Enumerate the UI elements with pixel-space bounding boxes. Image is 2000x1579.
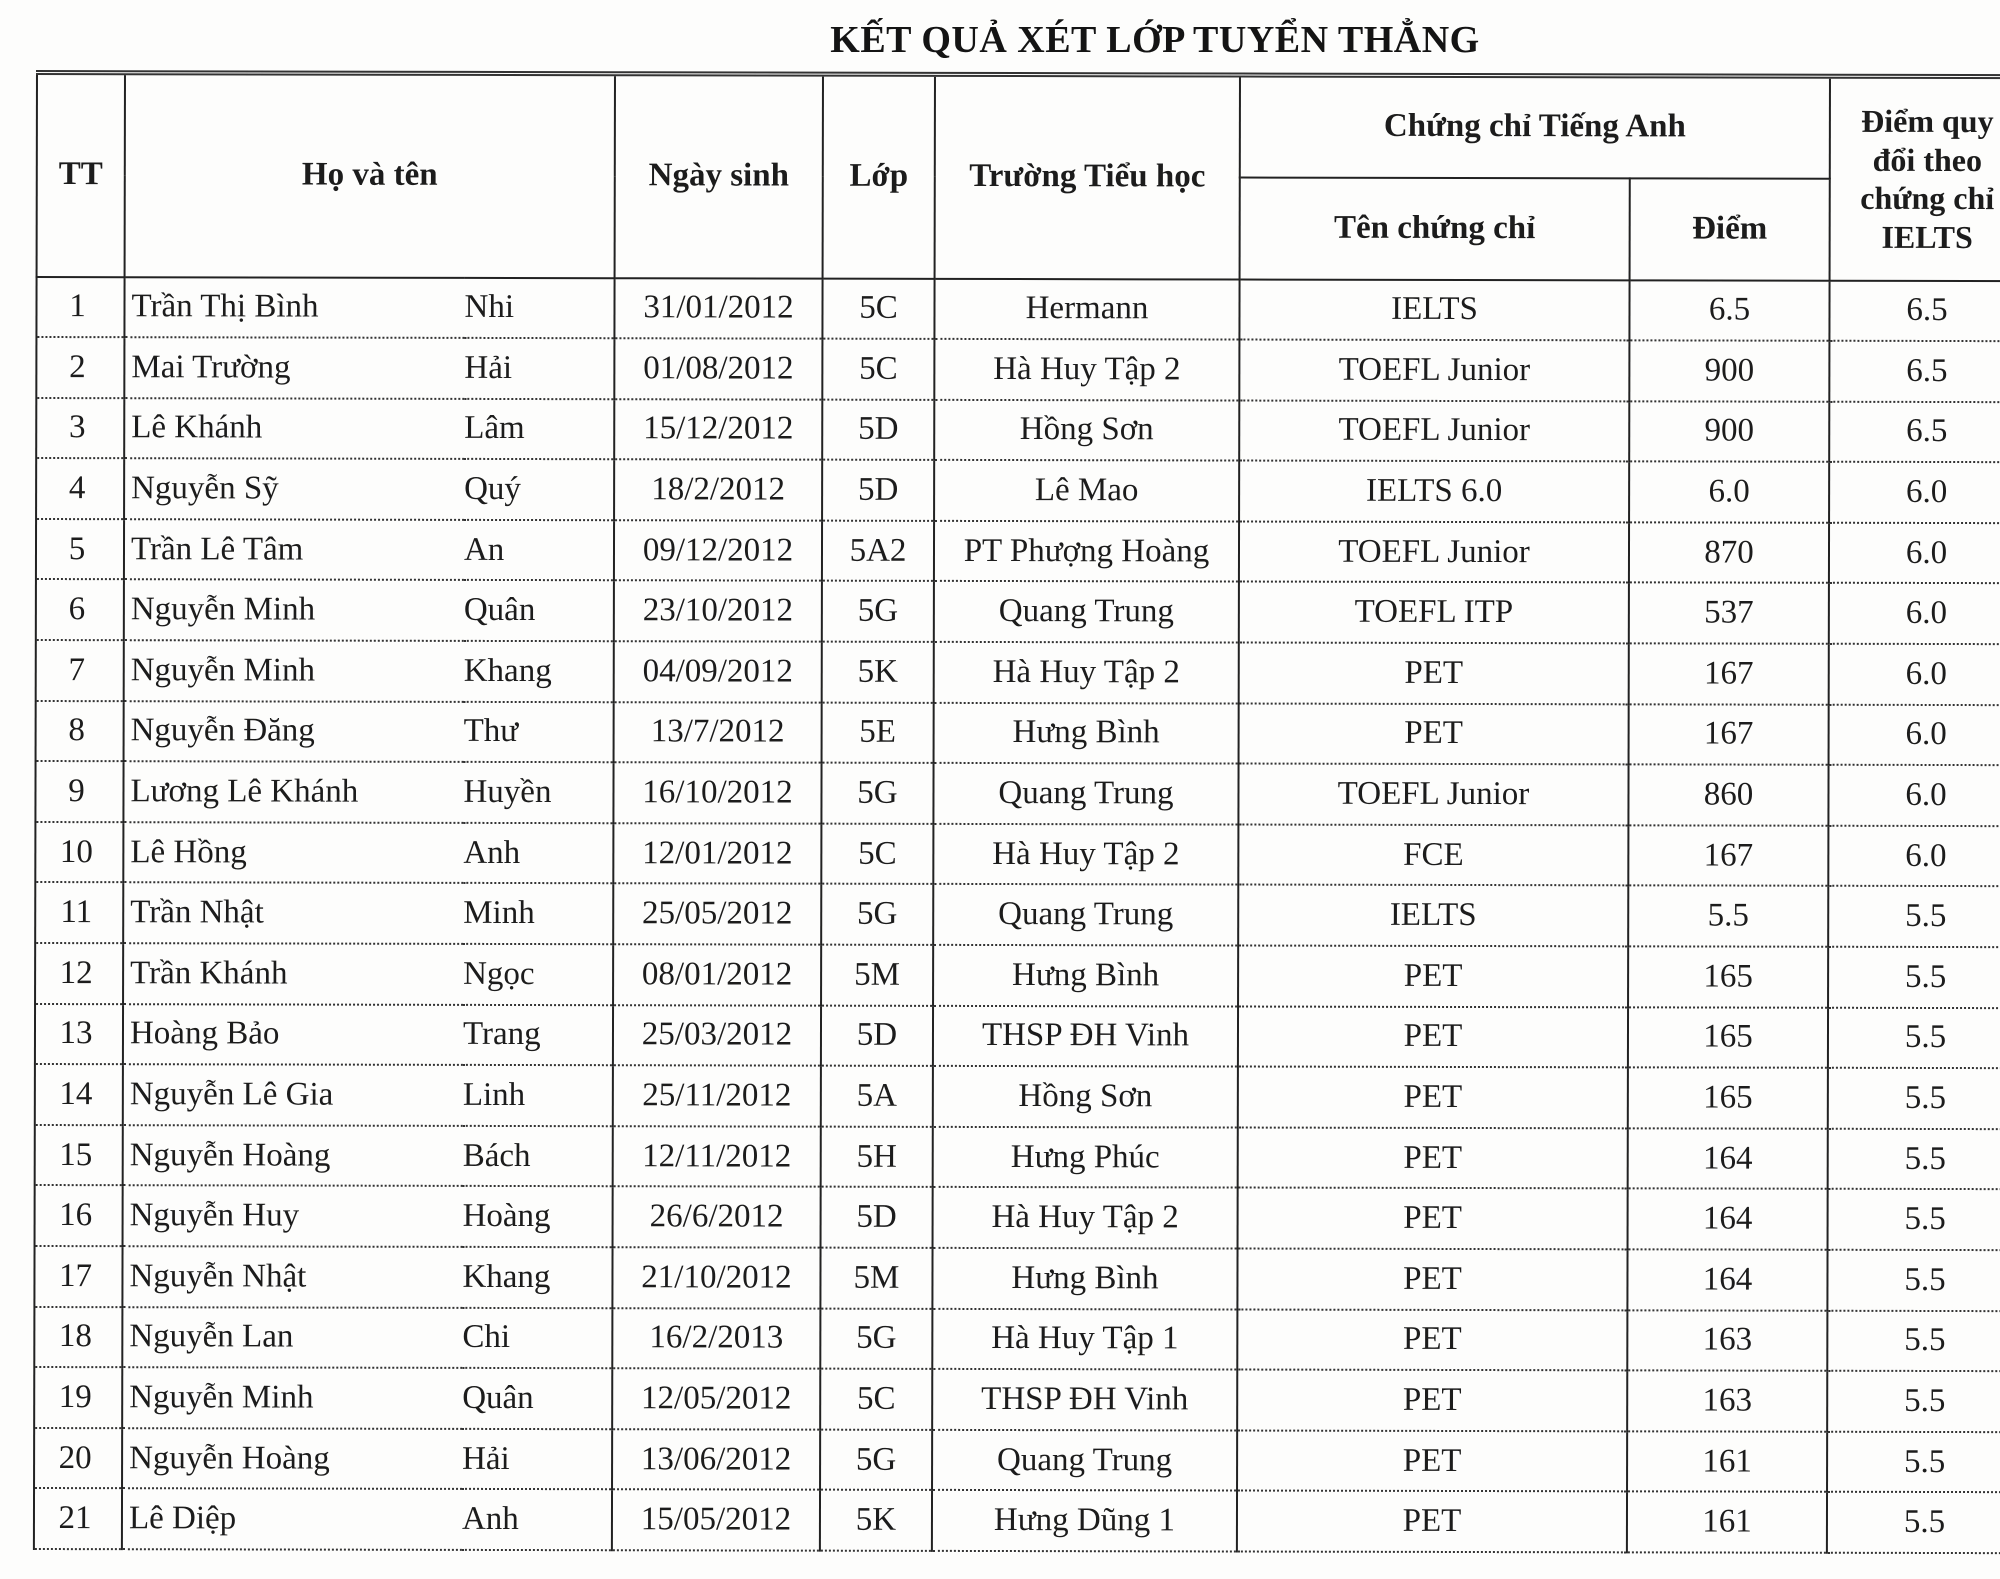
cell-given-name: Hoàng: [463, 1186, 613, 1247]
cell-surname: Lê Hồng: [123, 822, 463, 883]
cell-tt: 10: [35, 822, 123, 883]
cell-ielts-conversion: 5.5: [1827, 1310, 2000, 1371]
cell-dob: 25/03/2012: [613, 1005, 821, 1066]
cell-surname: Lê Diệp: [122, 1489, 462, 1550]
cell-ielts-conversion: 5.5: [1828, 1007, 2000, 1068]
cell-class: 5C: [822, 278, 934, 339]
cell-score: 860: [1628, 765, 1828, 826]
table-row: [36, 701, 2000, 766]
cell-school: THSP ĐH Vinh: [933, 1006, 1238, 1067]
cell-tt: 16: [35, 1185, 123, 1246]
table-row: [35, 882, 2000, 947]
cell-ielts-conversion: 6.5: [1829, 341, 2000, 402]
cell-cert-name: PET: [1237, 1370, 1627, 1431]
cell-class: 5G: [820, 1429, 932, 1490]
cell-dob: 16/2/2013: [612, 1308, 820, 1369]
cell-class: 5G: [820, 1308, 932, 1369]
cell-school: Hưng Phúc: [933, 1127, 1238, 1188]
cell-surname: Nguyễn Hoàng: [123, 1125, 463, 1186]
cell-given-name: Chi: [462, 1307, 612, 1368]
cell-surname: Nguyễn Minh: [122, 1367, 462, 1428]
cell-class: 5C: [821, 823, 933, 884]
cell-class: 5A: [821, 1066, 933, 1127]
cell-surname: Nguyễn Hoàng: [122, 1428, 462, 1489]
table-row: [36, 337, 2000, 402]
cell-dob: 01/08/2012: [614, 338, 822, 399]
header-tt: TT: [37, 73, 125, 277]
results-sheet: [33, 70, 2000, 1554]
cell-school: Quang Trung: [933, 763, 1238, 824]
cell-given-name: Quân: [464, 580, 614, 641]
table-row: [34, 1428, 2000, 1493]
cell-school: Quang Trung: [934, 581, 1239, 642]
cell-school: PT Phượng Hoàng: [934, 521, 1239, 582]
cell-surname: Nguyễn Lê Gia: [123, 1064, 463, 1125]
cell-given-name: Quân: [462, 1368, 612, 1429]
cell-dob: 04/09/2012: [614, 641, 822, 702]
cell-ielts-conversion: 5.5: [1827, 1371, 2000, 1432]
cell-class: 5D: [822, 399, 934, 460]
cell-given-name: Khang: [462, 1247, 612, 1308]
cell-surname: Nguyễn Sỹ: [124, 458, 464, 519]
cell-school: THSP ĐH Vinh: [932, 1369, 1237, 1430]
header-ielts-conversion-line3: chứng chỉ: [1860, 180, 1995, 217]
cell-dob: 25/11/2012: [613, 1065, 821, 1126]
cell-score: 163: [1627, 1310, 1827, 1371]
cell-ielts-conversion: 5.5: [1828, 1189, 2000, 1250]
cell-class: 5E: [822, 702, 934, 763]
cell-given-name: Hải: [464, 338, 614, 399]
cell-surname: Trần Khánh: [123, 943, 463, 1004]
cell-dob: 31/01/2012: [614, 278, 822, 339]
cell-school: Hermann: [934, 278, 1239, 339]
cell-school: Quang Trung: [933, 884, 1238, 945]
cell-school: Hưng Bình: [933, 945, 1238, 1006]
header-ielts-conversion: [1830, 76, 2000, 280]
header-class: Lớp: [823, 74, 935, 278]
cell-ielts-conversion: 6.0: [1829, 462, 2000, 523]
cell-surname: Nguyễn Nhật: [122, 1246, 462, 1307]
cell-tt: 12: [35, 943, 123, 1004]
cell-score: 163: [1627, 1371, 1827, 1432]
cell-dob: 08/01/2012: [613, 944, 821, 1005]
cell-dob: 12/05/2012: [612, 1368, 820, 1429]
table-row: [35, 761, 2000, 826]
table-row: [34, 1246, 2000, 1311]
cell-score: 164: [1628, 1128, 1828, 1189]
cell-cert-name: PET: [1238, 1127, 1628, 1188]
cell-surname: Mai Trường: [124, 337, 464, 398]
cell-cert-name: PET: [1238, 1188, 1628, 1249]
cell-tt: 3: [36, 398, 124, 459]
cell-cert-name: PET: [1238, 1006, 1628, 1067]
cell-class: 5H: [821, 1126, 933, 1187]
cell-given-name: An: [464, 520, 614, 581]
cell-cert-name: TOEFL ITP: [1239, 582, 1629, 643]
cell-surname: Nguyễn Đăng: [124, 701, 464, 762]
cell-tt: 19: [34, 1367, 122, 1428]
cell-dob: 16/10/2012: [613, 762, 821, 823]
cell-cert-name: IELTS: [1238, 885, 1628, 946]
cell-cert-name: TOEFL Junior: [1239, 400, 1629, 461]
cell-score: 164: [1628, 1189, 1828, 1250]
cell-tt: 18: [34, 1307, 122, 1368]
cell-class: 5G: [822, 581, 934, 642]
cell-surname: Nguyễn Huy: [123, 1186, 463, 1247]
cell-score: 167: [1629, 704, 1829, 765]
cell-class: 5C: [820, 1369, 932, 1430]
cell-school: Hà Huy Tập 2: [934, 642, 1239, 703]
table-row: [35, 822, 2000, 887]
cell-class: 5C: [822, 339, 934, 400]
cell-score: 164: [1627, 1249, 1827, 1310]
cell-ielts-conversion: 6.0: [1829, 523, 2000, 584]
cell-surname: Nguyễn Minh: [124, 580, 464, 641]
cell-ielts-conversion: 5.5: [1828, 947, 2000, 1008]
cell-score: 165: [1628, 946, 1828, 1007]
cell-score: 161: [1627, 1431, 1827, 1492]
cell-dob: 21/10/2012: [612, 1247, 820, 1308]
cell-score: 161: [1627, 1492, 1827, 1553]
header-ielts-conversion-line1: Điểm quy: [1861, 103, 1994, 140]
cell-tt: 6: [36, 579, 124, 640]
cell-score: 165: [1628, 1007, 1828, 1068]
cell-tt: 2: [36, 337, 124, 398]
document-title: KẾT QUẢ XÉT LỚP TUYỂN THẲNG: [830, 19, 1480, 61]
cell-given-name: Anh: [462, 1489, 612, 1550]
cell-tt: 7: [36, 640, 124, 701]
header-english-cert-group: Chứng chỉ Tiếng Anh: [1240, 75, 1830, 178]
table-body: [34, 277, 2000, 1554]
table-row: [35, 1064, 2000, 1129]
cell-tt: 5: [36, 519, 124, 580]
cell-tt: 21: [34, 1488, 122, 1549]
cell-given-name: Trang: [463, 1005, 613, 1066]
table-row: [35, 1125, 2000, 1190]
cell-school: Hưng Bình: [932, 1248, 1237, 1309]
header-dob: Ngày sinh: [615, 74, 823, 278]
cell-ielts-conversion: 6.5: [1829, 401, 2000, 462]
cell-given-name: Quý: [464, 459, 614, 520]
cell-dob: 26/6/2012: [613, 1187, 821, 1248]
cell-ielts-conversion: 5.5: [1828, 1068, 2000, 1129]
cell-school: Hà Huy Tập 2: [934, 339, 1239, 400]
cell-cert-name: PET: [1237, 1309, 1627, 1370]
header-ielts-conversion-line2: đổi theo: [1872, 141, 1983, 178]
table-row: [36, 579, 2000, 644]
cell-given-name: Lâm: [464, 399, 614, 460]
cell-ielts-conversion: 5.5: [1827, 1492, 2000, 1553]
cell-school: Lê Mao: [934, 460, 1239, 521]
cell-school: Hưng Dũng 1: [932, 1490, 1237, 1551]
cell-tt: 14: [35, 1064, 123, 1125]
cell-dob: 13/06/2012: [612, 1429, 820, 1490]
cell-cert-name: PET: [1239, 643, 1629, 704]
cell-cert-name: TOEFL Junior: [1238, 764, 1628, 825]
table-row: [36, 519, 2000, 584]
cell-score: 167: [1629, 643, 1829, 704]
cell-school: Hồng Sơn: [934, 400, 1239, 461]
cell-cert-name: PET: [1237, 1249, 1627, 1310]
cell-dob: 15/05/2012: [612, 1490, 820, 1551]
table-row: [36, 277, 2000, 342]
cell-class: 5M: [821, 945, 933, 1006]
cell-surname: Nguyễn Minh: [124, 640, 464, 701]
cell-ielts-conversion: 5.5: [1827, 1432, 2000, 1493]
cell-ielts-conversion: 6.0: [1829, 583, 2000, 644]
cell-ielts-conversion: 6.0: [1828, 826, 2000, 887]
cell-cert-name: PET: [1239, 703, 1629, 764]
cell-tt: 13: [35, 1004, 123, 1065]
cell-school: Hà Huy Tập 2: [933, 824, 1238, 885]
header-primary-school: Trường Tiểu học: [935, 74, 1240, 279]
cell-class: 5K: [820, 1490, 932, 1551]
table-row: [34, 1307, 2000, 1372]
cell-score: 900: [1629, 340, 1829, 401]
header-score: Điểm: [1630, 178, 1830, 280]
cell-given-name: Bách: [463, 1126, 613, 1187]
cell-score: 6.0: [1629, 462, 1829, 523]
cell-ielts-conversion: 5.5: [1828, 1129, 2000, 1190]
cell-dob: 25/05/2012: [613, 884, 821, 945]
cell-surname: Nguyễn Lan: [122, 1307, 462, 1368]
cell-cert-name: IELTS: [1239, 279, 1629, 340]
cell-cert-name: PET: [1237, 1491, 1627, 1552]
cell-ielts-conversion: 6.5: [1829, 280, 2000, 341]
cell-surname: Trần Nhật: [123, 883, 463, 944]
cell-ielts-conversion: 5.5: [1827, 1250, 2000, 1311]
cell-class: 5K: [822, 642, 934, 703]
table-row: [35, 1004, 2000, 1069]
cell-class: 5D: [821, 1187, 933, 1248]
cell-dob: 15/12/2012: [614, 399, 822, 460]
cell-school: Hồng Sơn: [933, 1066, 1238, 1127]
cell-cert-name: PET: [1238, 946, 1628, 1007]
cell-score: 167: [1628, 825, 1828, 886]
cell-ielts-conversion: 5.5: [1828, 886, 2000, 947]
cell-score: 5.5: [1628, 886, 1828, 947]
cell-given-name: Linh: [463, 1065, 613, 1126]
table-row: [36, 398, 2000, 463]
table-row: [35, 1185, 2000, 1250]
cell-tt: 20: [34, 1428, 122, 1489]
cell-surname: Trần Thị Bình: [124, 277, 464, 338]
table-row: [36, 640, 2000, 705]
cell-score: 870: [1629, 522, 1829, 583]
cell-class: 5M: [820, 1248, 932, 1309]
cell-dob: 13/7/2012: [614, 702, 822, 763]
header-ielts-conversion-line4: IELTS: [1881, 218, 1973, 255]
cell-surname: Trần Lê Tâm: [124, 519, 464, 580]
table-row: [35, 943, 2000, 1008]
cell-dob: 12/01/2012: [613, 823, 821, 884]
cell-dob: 18/2/2012: [614, 459, 822, 520]
table-header: [37, 73, 2000, 281]
table-row: [36, 458, 2000, 523]
cell-tt: 11: [35, 882, 123, 943]
cell-school: Hà Huy Tập 2: [933, 1187, 1238, 1248]
cell-ielts-conversion: 6.0: [1828, 765, 2000, 826]
cell-surname: Lê Khánh: [124, 398, 464, 459]
cell-score: 165: [1628, 1068, 1828, 1129]
table-row: [34, 1367, 2000, 1432]
cell-cert-name: PET: [1237, 1430, 1627, 1491]
cell-tt: 17: [34, 1246, 122, 1307]
header-full-name: Họ và tên: [125, 73, 615, 278]
cell-cert-name: IELTS 6.0: [1239, 461, 1629, 522]
cell-cert-name: TOEFL Junior: [1239, 340, 1629, 401]
cell-tt: 8: [36, 701, 124, 762]
cell-class: 5G: [821, 763, 933, 824]
cell-given-name: Anh: [463, 823, 613, 884]
results-table: [33, 70, 2000, 1554]
cell-given-name: Thư: [464, 702, 614, 763]
cell-cert-name: TOEFL Junior: [1239, 521, 1629, 582]
cell-tt: 4: [36, 458, 124, 519]
cell-surname: Hoàng Bảo: [123, 1004, 463, 1065]
table-row: [34, 1488, 2000, 1553]
cell-cert-name: FCE: [1238, 824, 1628, 885]
cell-score: 537: [1629, 583, 1829, 644]
cell-given-name: Huyền: [463, 762, 613, 823]
cell-class: 5A2: [822, 521, 934, 582]
cell-score: 6.5: [1629, 280, 1829, 341]
cell-dob: 12/11/2012: [613, 1126, 821, 1187]
cell-given-name: Nhi: [464, 277, 614, 338]
cell-given-name: Hải: [462, 1429, 612, 1490]
cell-class: 5D: [822, 460, 934, 521]
cell-ielts-conversion: 6.0: [1829, 704, 2000, 765]
cell-class: 5D: [821, 1005, 933, 1066]
cell-ielts-conversion: 6.0: [1829, 644, 2000, 705]
cell-class: 5G: [821, 884, 933, 945]
cell-given-name: Minh: [463, 883, 613, 944]
cell-given-name: Khang: [464, 641, 614, 702]
cell-surname: Lương Lê Khánh: [123, 761, 463, 822]
cell-school: Quang Trung: [932, 1430, 1237, 1491]
cell-cert-name: PET: [1238, 1067, 1628, 1128]
cell-tt: 15: [35, 1125, 123, 1186]
cell-dob: 09/12/2012: [614, 520, 822, 581]
cell-school: Hưng Bình: [934, 703, 1239, 764]
cell-tt: 1: [36, 277, 124, 338]
cell-school: Hà Huy Tập 1: [932, 1308, 1237, 1369]
cell-given-name: Ngọc: [463, 944, 613, 1005]
cell-tt: 9: [35, 761, 123, 822]
header-cert-name: Tên chứng chỉ: [1240, 177, 1630, 280]
cell-score: 900: [1629, 401, 1829, 462]
cell-dob: 23/10/2012: [614, 581, 822, 642]
